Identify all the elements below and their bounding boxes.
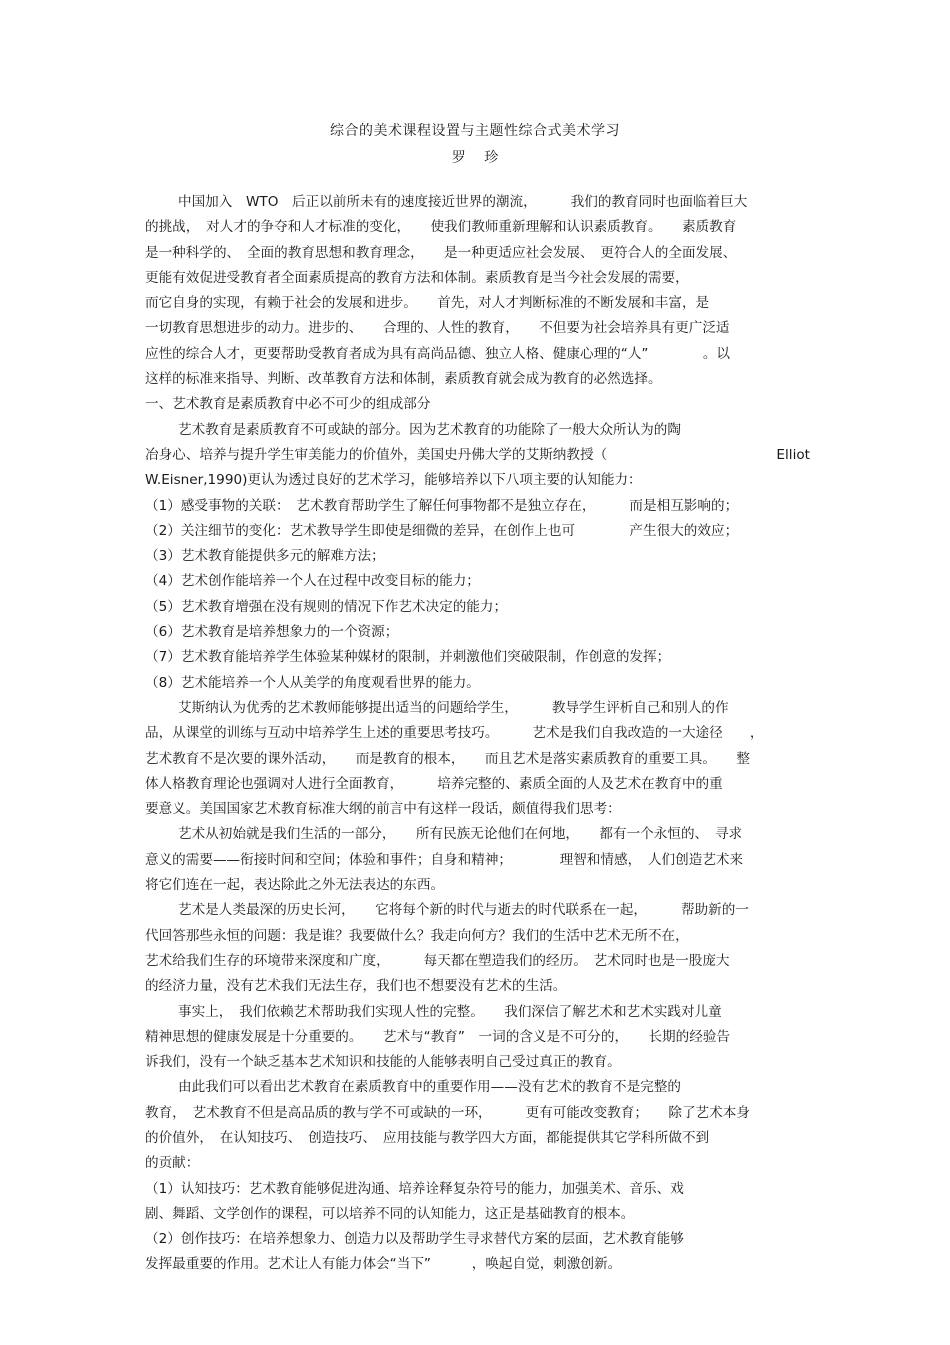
list-item: （7）艺术教育能培养学生体验某种媒材的限制，并刺激他们突破限制，作创意的发挥； <box>145 649 671 666</box>
paragraph-line: 的价值外， 在认知技巧、 创造技巧、 应用技能与教学四大方面，都能提供其它学科所做不到 <box>145 1129 710 1146</box>
paragraph-line: 的贡献： <box>145 1155 200 1172</box>
quote-line: 的经济力量，没有艺术我们无法生存，我们也不想要没有艺术的生活。 <box>145 978 567 995</box>
quote-line: 将它们连在一起，表达除此之外无法表达的东西。 <box>145 877 445 894</box>
list-item: （5）艺术教育增强在没有规则的情况下作艺术决定的能力； <box>145 598 508 615</box>
paragraph-line: 体人格教育理论也强调对人进行全面教育， 培养完整的、素质全面的人及艺术在教育中的重 <box>145 775 723 792</box>
paragraph-line <box>145 443 810 468</box>
paragraph-line: 由此我们可以看出艺术教育在素质教育中的重要作用——没有艺术的教育不是完整的 <box>178 1079 681 1096</box>
paragraph-line: 艺术教育是素质教育不可或缺的部分。因为艺术教育的功能除了一般大众所认为的陶 <box>178 421 681 438</box>
paragraph-line: 这样的标准来指导、判断、改革教育方法和体制，素质教育就会成为教育的必然选择。 <box>145 371 662 388</box>
section-heading: 一、艺术教育是素质教育中必不可少的组成部分 <box>145 396 431 413</box>
paragraph-text: Elliot <box>776 446 810 463</box>
paragraph-text: 冶身心、培养与提升学生审美能力的价值外，美国史丹佛大学的艾斯纳教授（ <box>145 446 608 463</box>
paragraph-line: 而它自身的实现，有赖于社会的发展和进步。 首先，对人才判断标准的不断发展和丰富，是 <box>145 295 710 312</box>
list-item: （1）感受事物的关联： 艺术教育帮助学生了解任何事物都不是独立存在， 而是相互影响的； <box>145 497 739 514</box>
list-item: （8）艺术能培养一个人从美学的角度观看世界的能力。 <box>145 674 480 691</box>
quote-line: 事实上， 我们依赖艺术帮助我们实现人性的完整。 我们深信了解艺术和艺术实践对儿童 <box>178 1003 722 1020</box>
list-item: （6）艺术教育是培养想象力的一个资源； <box>145 624 399 641</box>
paragraph-line: 更能有效促进受教育者全面素质提高的教育方法和体制。素质教育是当今社会发展的需要， <box>145 269 689 286</box>
list-item: （3）艺术教育能提供多元的解难方法； <box>145 548 385 565</box>
quote-line: 意义的需要——衔接时间和空间；体验和事件；自身和精神； 理智和情感， 人们创造艺术来 <box>145 851 744 868</box>
list-item: （2）关注细节的变化：艺术教导学生即使是细微的差异，在创作上也可 产生很大的效应； <box>145 522 739 539</box>
quote-line: 精神思想的健康发展是十分重要的。 艺术与“教育” 一词的含义是不可分的， 长期的经验告 <box>145 1028 731 1045</box>
paragraph-line: 教育， 艺术教育不但是高品质的教与学不可或缺的一环， 更有可能改变教育； 除了艺术本身 <box>145 1104 750 1121</box>
document-title: 综合的美术课程设置与主题性综合式美术学习 <box>330 123 620 139</box>
paragraph-line: 的挑战， 对人才的争夺和人才标准的变化， 使我们教师重新理解和认识素质教育。 素质教育 <box>145 219 737 236</box>
paragraph-line: 品，从课堂的训练与互动中培养学生上述的重要思考技巧。 艺术是我们自我改造的一大途径 ， <box>145 725 764 742</box>
list-item: 发挥最重要的作用。艺术让人有能力体会“当下” ，唤起自觉，刺激创新。 <box>145 1256 622 1273</box>
paragraph-line: 艺术教育不是次要的课外活动， 而是教育的根本， 而且艺术是落实素质教育的重要工具。 整 <box>145 750 750 767</box>
paragraph-line: 应性的综合人才，更要帮助受教育者成为具有高尚品德、独立人格、健康心理的“人” 。以 <box>145 345 731 362</box>
list-item: （1）认知技巧：艺术教育能够促进沟通、培养诠释复杂符号的能力，加强美术、音乐、戏 <box>145 1180 684 1197</box>
paragraph-line: 一切教育思想进步的动力。进步的、 合理的、人性的教育， 不但要为社会培养具有更广泛适 <box>145 320 730 337</box>
quote-line: 诉我们，没有一个缺乏基本艺术知识和技能的人能够表明自己受过真正的教育。 <box>145 1054 621 1071</box>
author-name: 罗 珍 <box>451 150 499 166</box>
paragraph-line: W.Eisner,1990)更认为透过良好的艺术学习，能够培养以下八项主要的认知能力： <box>145 472 642 489</box>
quote-line: 艺术从初始就是我们生活的一部分， 所有民族无论他们在何地， 都有一个永恒的、 寻求 <box>178 826 743 843</box>
document-body <box>145 190 810 1278</box>
quote-line: 代回答那些永恒的问题：我是谁？我要做什么？我走向何方？我们的生活中艺术无所不在， <box>145 927 689 944</box>
quote-line: 艺术给我们生存的环境带来深度和广度， 每天都在塑造我们的经历。 艺术同时也是一股庞大 <box>145 952 730 969</box>
list-item: 剧、舞蹈、文学创作的课程，可以培养不同的认知能力，这正是基础教育的根本。 <box>145 1205 635 1222</box>
quote-line: 艺术是人类最深的历史长河， 它将每个新的时代与逝去的时代联系在一起， 帮助新的一 <box>178 902 749 919</box>
paragraph-line: 艾斯纳认为优秀的艺术教师能够提出适当的问题给学生， 教导学生评析自己和别人的作 <box>178 699 729 716</box>
list-item: （4）艺术创作能培养一个人在过程中改变目标的能力； <box>145 573 480 590</box>
paragraph-line: 中国加入 WTO 后正以前所未有的速度接近世界的潮流， 我们的教育同时也面临着巨大 <box>178 194 748 210</box>
list-item: （2）创作技巧：在培养想象力、创造力以及帮助学生寻求替代方案的层面，艺术教育能够 <box>145 1231 684 1248</box>
paragraph-line: 是一种科学的、 全面的教育思想和教育理念， 是一种更适应社会发展、 更符合人的全面发展、 <box>145 244 737 261</box>
paragraph-line: 要意义。美国国家艺术教育标准大纲的前言中有这样一段话，颇值得我们思考： <box>145 801 621 818</box>
